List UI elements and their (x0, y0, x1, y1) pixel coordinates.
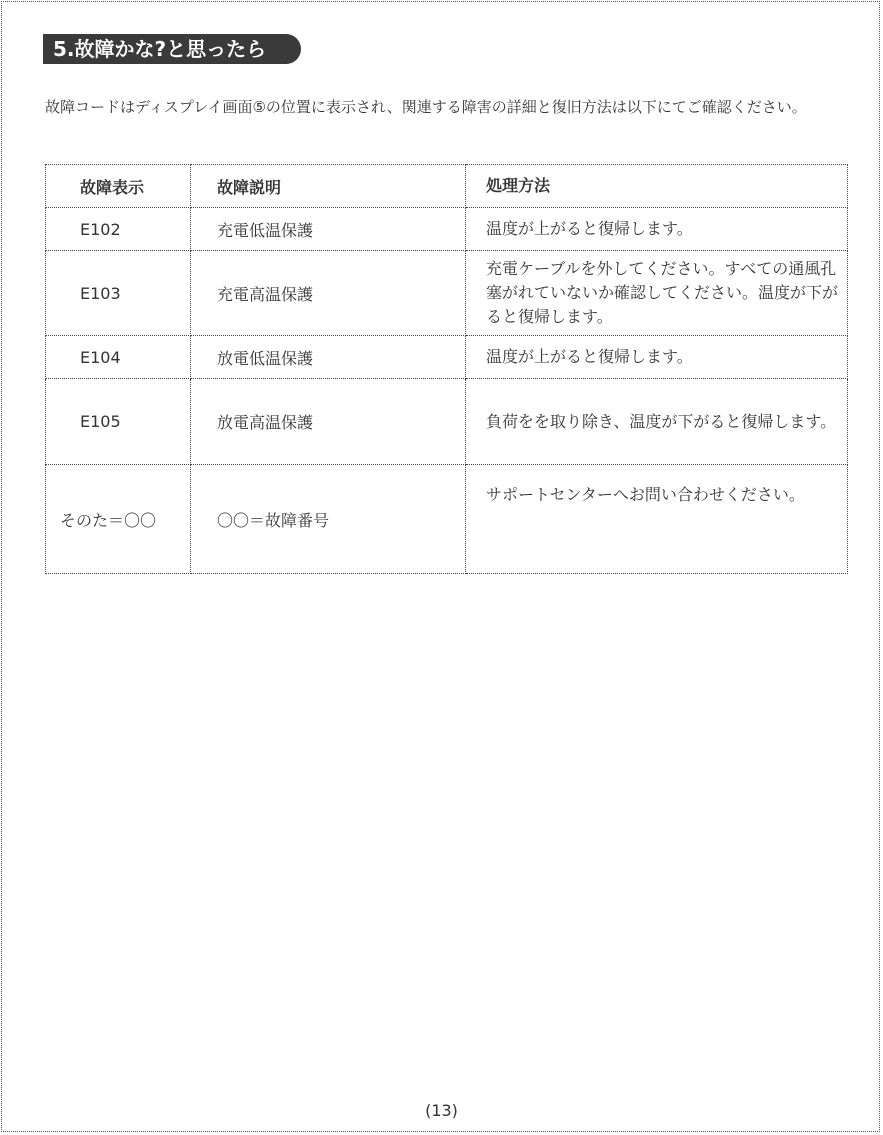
row-description: 充電高温保護 (191, 251, 466, 336)
header-code: 故障表示 (46, 165, 191, 208)
header-description: 故障説明 (191, 165, 466, 208)
row-code: E102 (46, 208, 191, 251)
row-description: 充電低温保護 (191, 208, 466, 251)
row-action: 負荷をを取り除き、温度が下がると復帰します。 (466, 379, 848, 465)
intro-text: 故障コードはディスプレイ画面⑤の位置に表示され、関連する障害の詳細と復旧方法は以下にてご確認ください。 (45, 98, 807, 116)
fault-code-table (45, 164, 848, 574)
row-code: E103 (46, 251, 191, 336)
row-action: 温度が上がると復帰します。 (466, 208, 848, 251)
row-description: 〇〇＝故障番号 (191, 465, 466, 574)
section-title: 5.故障かな?と思ったら (43, 34, 301, 64)
row-description: 放電高温保護 (191, 379, 466, 465)
row-action: 充電ケーブルを外してください。すべての通風孔塞がれていないか確認してください。温度が下がると復帰します。 (466, 251, 848, 336)
row-code: E105 (46, 379, 191, 465)
row-code: そのた＝〇〇 (46, 465, 191, 574)
page-number: (13) (425, 1101, 458, 1120)
row-action: 温度が上がると復帰します。 (466, 336, 848, 379)
row-description: 放電低温保護 (191, 336, 466, 379)
table-row (46, 208, 848, 251)
row-action: サポートセンターへお問い合わせください。 (466, 465, 848, 574)
header-action: 処理方法 (466, 165, 848, 208)
row-code: E104 (46, 336, 191, 379)
table-row (46, 465, 848, 574)
table-header-row (46, 165, 848, 208)
table-row (46, 251, 848, 336)
table-row (46, 336, 848, 379)
table-row (46, 379, 848, 465)
